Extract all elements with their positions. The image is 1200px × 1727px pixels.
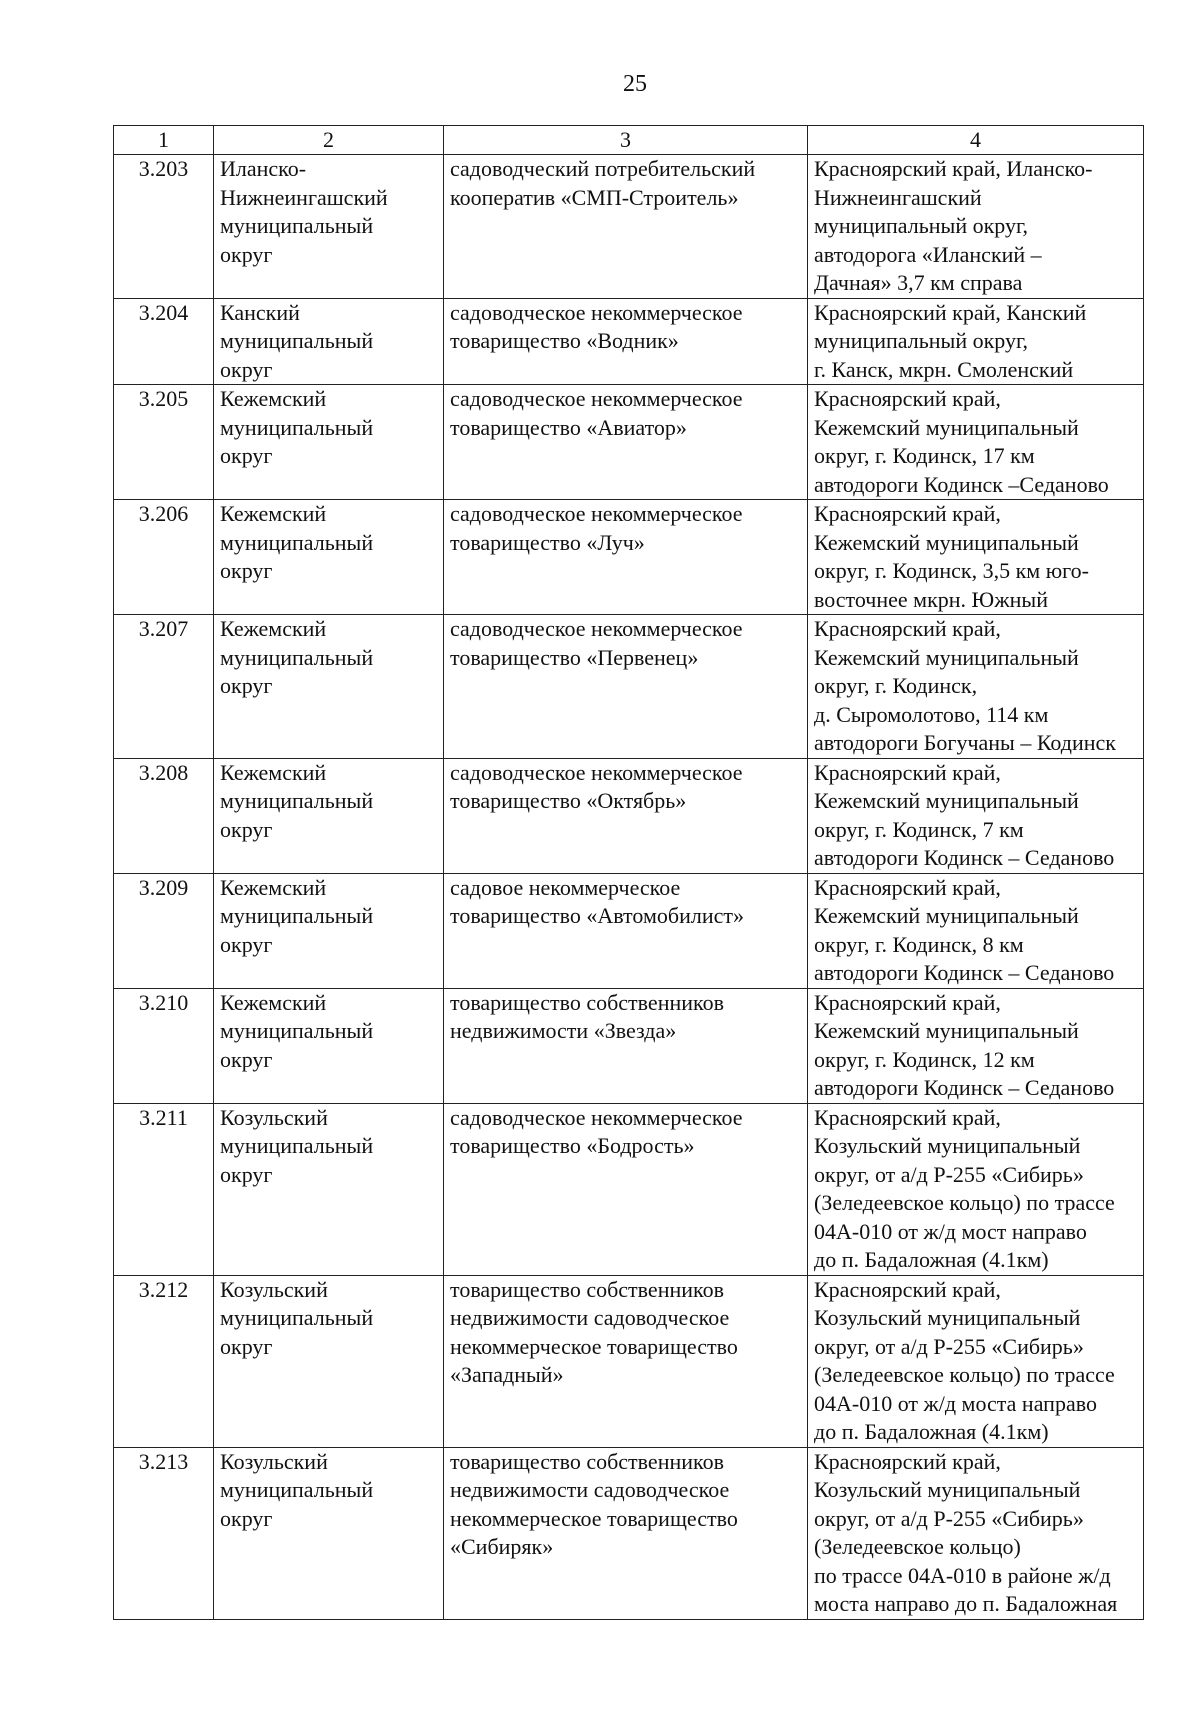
table-body (114, 155, 1144, 1620)
location-cell: Красноярский край, Иланско- Нижнеингашский муниципальный округ, автодорога «Иланский – Дачная» 3,7 км справа (808, 155, 1144, 299)
table-row (114, 758, 1144, 873)
table-row (114, 988, 1144, 1103)
organization-cell: садоводческое некоммерческое товарищество «Бодрость» (444, 1103, 808, 1275)
row-number-cell: 3.209 (114, 873, 214, 988)
district-cell: Козульский муниципальный округ (214, 1275, 444, 1447)
location-cell: Красноярский край, Кежемский муниципальный округ, г. Кодинск, 3,5 км юго- восточнее мкрн. Южный (808, 500, 1144, 615)
district-cell: Кежемский муниципальный округ (214, 385, 444, 500)
page-number: 25 (623, 71, 647, 97)
organization-cell: садоводческое некоммерческое товарищество «Водник» (444, 298, 808, 385)
district-cell: Кежемский муниципальный округ (214, 988, 444, 1103)
column-header-2: 2 (214, 126, 444, 155)
district-cell: Козульский муниципальный округ (214, 1447, 444, 1619)
table-row (114, 1447, 1144, 1619)
row-number-cell: 3.212 (114, 1275, 214, 1447)
table-row (114, 1275, 1144, 1447)
location-cell: Красноярский край, Кежемский муниципальный округ, г. Кодинск, 17 км автодороги Кодинск –Седаново (808, 385, 1144, 500)
location-cell: Красноярский край, Козульский муниципальный округ, от а/д Р-255 «Сибирь» (Зеледеевское кольцо) по трассе 04А-010 в районе ж/д моста направо до п. Бадаложная (808, 1447, 1144, 1619)
district-cell: Кежемский муниципальный округ (214, 615, 444, 759)
row-number-cell: 3.207 (114, 615, 214, 759)
column-header-4: 4 (808, 126, 1144, 155)
location-cell: Красноярский край, Козульский муниципальный округ, от а/д Р-255 «Сибирь» (Зеледеевское кольцо) по трассе 04А-010 от ж/д моста направо до п. Бадаложная (4.1км) (808, 1275, 1144, 1447)
district-cell: Козульский муниципальный округ (214, 1103, 444, 1275)
table-header (114, 126, 1144, 155)
organization-cell: садоводческое некоммерческое товарищество «Авиатор» (444, 385, 808, 500)
location-cell: Красноярский край, Кежемский муниципальный округ, г. Кодинск, д. Сыромолотово, 114 км автодороги Богучаны – Кодинск (808, 615, 1144, 759)
row-number-cell: 3.205 (114, 385, 214, 500)
organization-cell: товарищество собственников недвижимости садоводческое некоммерческое товарищество «Западный» (444, 1275, 808, 1447)
organization-cell: садоводческий потребительский кооператив «СМП-Строитель» (444, 155, 808, 299)
row-number-cell: 3.213 (114, 1447, 214, 1619)
location-cell: Красноярский край, Кежемский муниципальный округ, г. Кодинск, 8 км автодороги Кодинск – Седаново (808, 873, 1144, 988)
row-number-cell: 3.208 (114, 758, 214, 873)
row-number-cell: 3.210 (114, 988, 214, 1103)
district-cell: Кежемский муниципальный округ (214, 873, 444, 988)
district-cell: Канский муниципальный округ (214, 298, 444, 385)
location-cell: Красноярский край, Канский муниципальный округ, г. Канск, мкрн. Смоленский (808, 298, 1144, 385)
organization-cell: садоводческое некоммерческое товарищество «Октябрь» (444, 758, 808, 873)
table-row (114, 500, 1144, 615)
location-cell: Красноярский край, Козульский муниципальный округ, от а/д Р-255 «Сибирь» (Зеледеевское кольцо) по трассе 04А-010 от ж/д мост направо до п. Бадаложная (4.1км) (808, 1103, 1144, 1275)
column-header-3: 3 (444, 126, 808, 155)
organization-cell: садовое некоммерческое товарищество «Автомобилист» (444, 873, 808, 988)
organization-cell: товарищество собственников недвижимости «Звезда» (444, 988, 808, 1103)
table-row (114, 385, 1144, 500)
table-row (114, 298, 1144, 385)
district-cell: Иланско- Нижнеингашский муниципальный округ (214, 155, 444, 299)
table-row (114, 615, 1144, 759)
header-row (114, 126, 1144, 155)
row-number-cell: 3.206 (114, 500, 214, 615)
row-number-cell: 3.204 (114, 298, 214, 385)
location-cell: Красноярский край, Кежемский муниципальный округ, г. Кодинск, 12 км автодороги Кодинск – Седаново (808, 988, 1144, 1103)
organization-cell: садоводческое некоммерческое товарищество «Первенец» (444, 615, 808, 759)
table-row (114, 1103, 1144, 1275)
column-header-1: 1 (114, 126, 214, 155)
row-number-cell: 3.203 (114, 155, 214, 299)
row-number-cell: 3.211 (114, 1103, 214, 1275)
table-row (114, 873, 1144, 988)
table-row (114, 155, 1144, 299)
registry-table (113, 125, 1144, 1620)
organization-cell: садоводческое некоммерческое товарищество «Луч» (444, 500, 808, 615)
location-cell: Красноярский край, Кежемский муниципальный округ, г. Кодинск, 7 км автодороги Кодинск – Седаново (808, 758, 1144, 873)
district-cell: Кежемский муниципальный округ (214, 758, 444, 873)
district-cell: Кежемский муниципальный округ (214, 500, 444, 615)
organization-cell: товарищество собственников недвижимости садоводческое некоммерческое товарищество «Сибиряк» (444, 1447, 808, 1619)
